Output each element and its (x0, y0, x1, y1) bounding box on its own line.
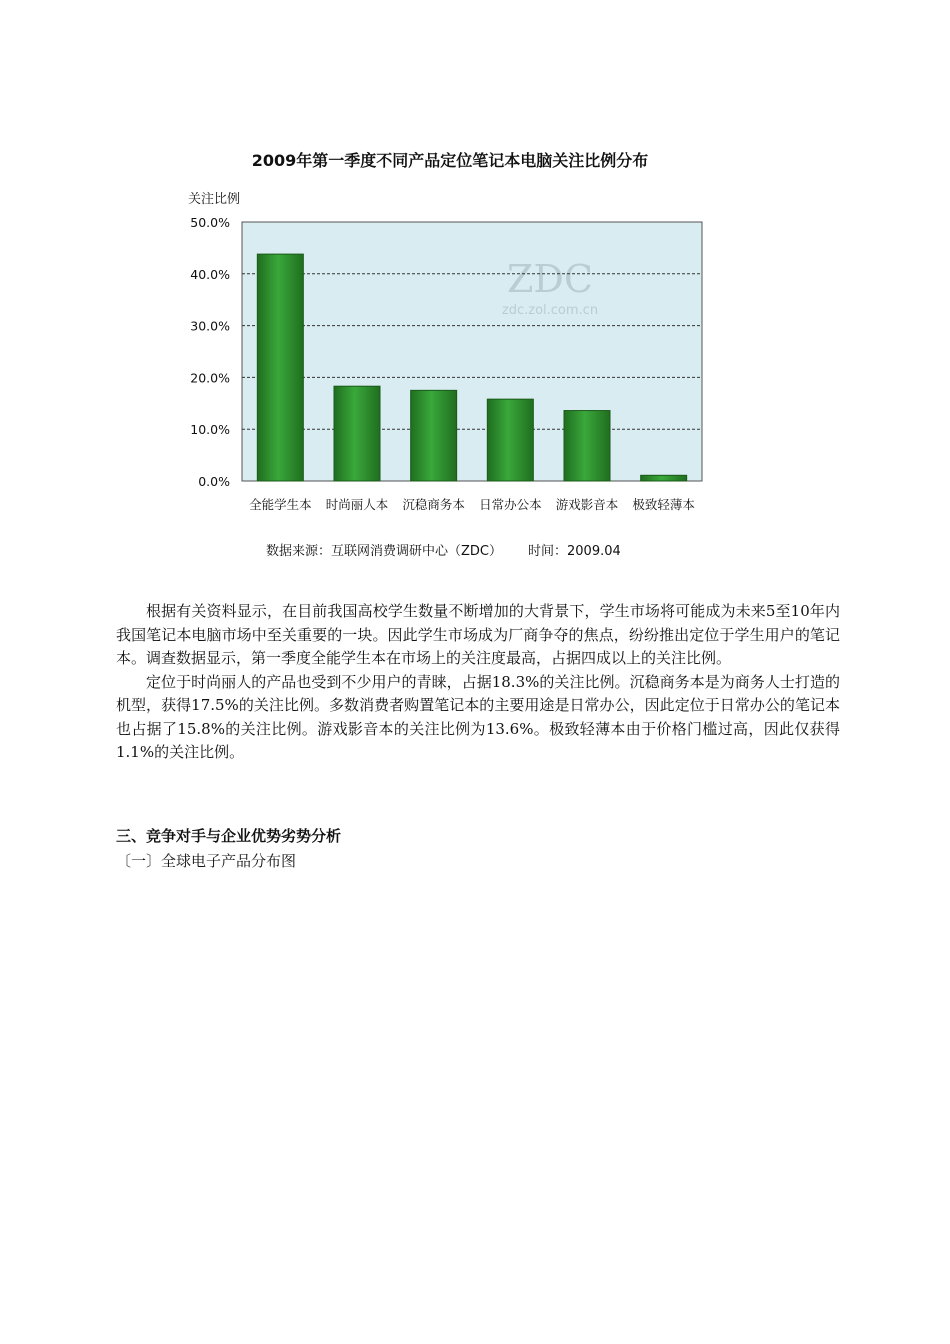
watermark-logo: ZDC (507, 257, 593, 301)
y-tick-label: 0.0% (198, 474, 230, 489)
y-axis-label: 关注比例 (188, 192, 241, 207)
bar (411, 390, 457, 481)
sub-heading: 〔一〕全球电子产品分布图 (116, 852, 297, 870)
chart-time: 时间：2009.04 (528, 544, 621, 559)
bar (334, 386, 380, 481)
chart-source: 数据来源：互联网消费调研中心（ZDC） (266, 544, 502, 559)
bar-chart (170, 205, 715, 530)
bar (641, 475, 687, 481)
x-tick-label: 极致轻薄本 (632, 497, 695, 512)
section-heading: 三、竞争对手与企业优势劣势分析 (116, 827, 342, 845)
paragraph-1: 根据有关资料显示，在目前我国高校学生数量不断增加的大背景下，学生市场将可能成为未来5至10年内我国笔记本电脑市场中至关重要的一块。因此学生市场成为厂商争夺的焦点，纷纷推出定位于学生用户的笔记本。调查数据显示，第一季度全能学生本在市场上的关注度最高，占据四成以上的关注比例。 (116, 602, 840, 667)
paragraph-2: 定位于时尚丽人的产品也受到不少用户的青睐，占据18.3%的关注比例。沉稳商务本是为商务人士打造的机型，获得17.5%的关注比例。多数消费者购置笔记本的主要用途是日常办公，因此定位于日常办公的笔记本也占据了15.8%的关注比例。游戏影音本的关注比例为13.6%。极致轻薄本由于价格门槛过高，因此仅获得1.1%的关注比例。 (116, 672, 840, 761)
watermark-url: zdc.zol.com.cn (501, 303, 599, 318)
plot-area (242, 222, 702, 481)
x-tick-label: 沉稳商务本 (402, 497, 465, 512)
bar (564, 411, 610, 481)
y-tick-label: 30.0% (190, 318, 230, 334)
y-tick-label: 10.0% (190, 422, 230, 438)
bar (257, 254, 303, 481)
y-tick-label: 20.0% (190, 370, 230, 386)
x-tick-label: 时尚丽人本 (325, 497, 389, 512)
y-tick-label: 50.0% (190, 215, 230, 230)
chart-title: 2009年第一季度不同产品定位笔记本电脑关注比例分布 (251, 151, 649, 170)
body-text (116, 600, 840, 765)
x-tick-label: 日常办公本 (479, 497, 542, 512)
bar (487, 399, 533, 481)
x-tick-label: 游戏影音本 (555, 497, 619, 512)
y-tick-label: 40.0% (190, 266, 230, 282)
x-tick-label: 全能学生本 (249, 497, 312, 512)
